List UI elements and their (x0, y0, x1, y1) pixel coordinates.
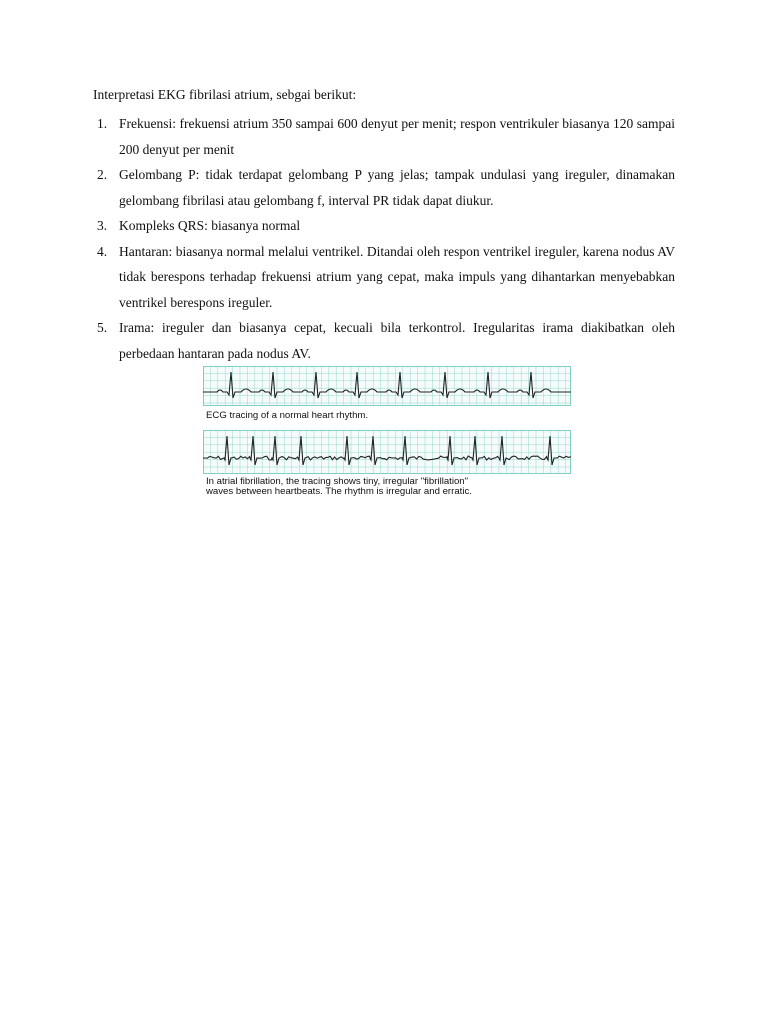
list-item (97, 239, 675, 316)
normal-ecg-image (203, 366, 571, 406)
list-text: Hantaran: biasanya normal melalui ventrikel. Ditandai oleh respon ventrikel ireguler, karena nodus AV tidak berespons terhadap frekuensi atrium yang cepat, maka impuls yang dihantarkan menyebabkan ventrikel berespons ireguler. (119, 243, 675, 310)
list-text: Irama: ireguler dan biasanya cepat, kecuali bila terkontrol. Iregularitas irama diakibatkan oleh perbedaan hantaran pada nodus AV. (119, 320, 675, 361)
list-item (97, 213, 675, 239)
afib-ecg-caption-line-1: In atrial fibrillation, the tracing shows tiny, irregular "fibrillation" (206, 476, 469, 487)
list-text: Gelombang P: tidak terdapat gelombang P yang jelas; tampak undulasi yang ireguler, dinamakan gelombang fibrilasi atau gelombang f, interval PR tidak dapat diukur. (119, 167, 675, 208)
list-number: 1. (97, 116, 108, 131)
list-number: 3. (97, 218, 108, 233)
list-item (97, 315, 675, 366)
interpretation-list (97, 111, 675, 366)
list-item (97, 162, 675, 213)
list-item (97, 111, 675, 162)
afib-ecg-caption-line-2: waves between heartbeats. The rhythm is irregular and erratic. (206, 486, 472, 497)
intro-text: Interpretasi EKG fibrilasi atrium, sebgai berikut: (93, 87, 357, 102)
afib-ecg-strip (203, 430, 571, 474)
ecg-paper (204, 367, 571, 406)
list-number: 5. (97, 320, 108, 335)
normal-ecg-caption: ECG tracing of a normal heart rhythm. (206, 410, 369, 421)
list-number: 2. (97, 167, 108, 182)
list-text: Kompleks QRS: biasanya normal (119, 218, 301, 233)
list-text: Frekuensi: frekuensi atrium 350 sampai 600 denyut per menit; respon ventrikuler biasanya 120 sampai 200 denyut per menit (119, 116, 675, 157)
ecg-figure (203, 366, 571, 498)
normal-ecg-strip (203, 366, 571, 406)
list-number: 4. (97, 243, 108, 259)
afib-ecg-image (203, 430, 571, 474)
